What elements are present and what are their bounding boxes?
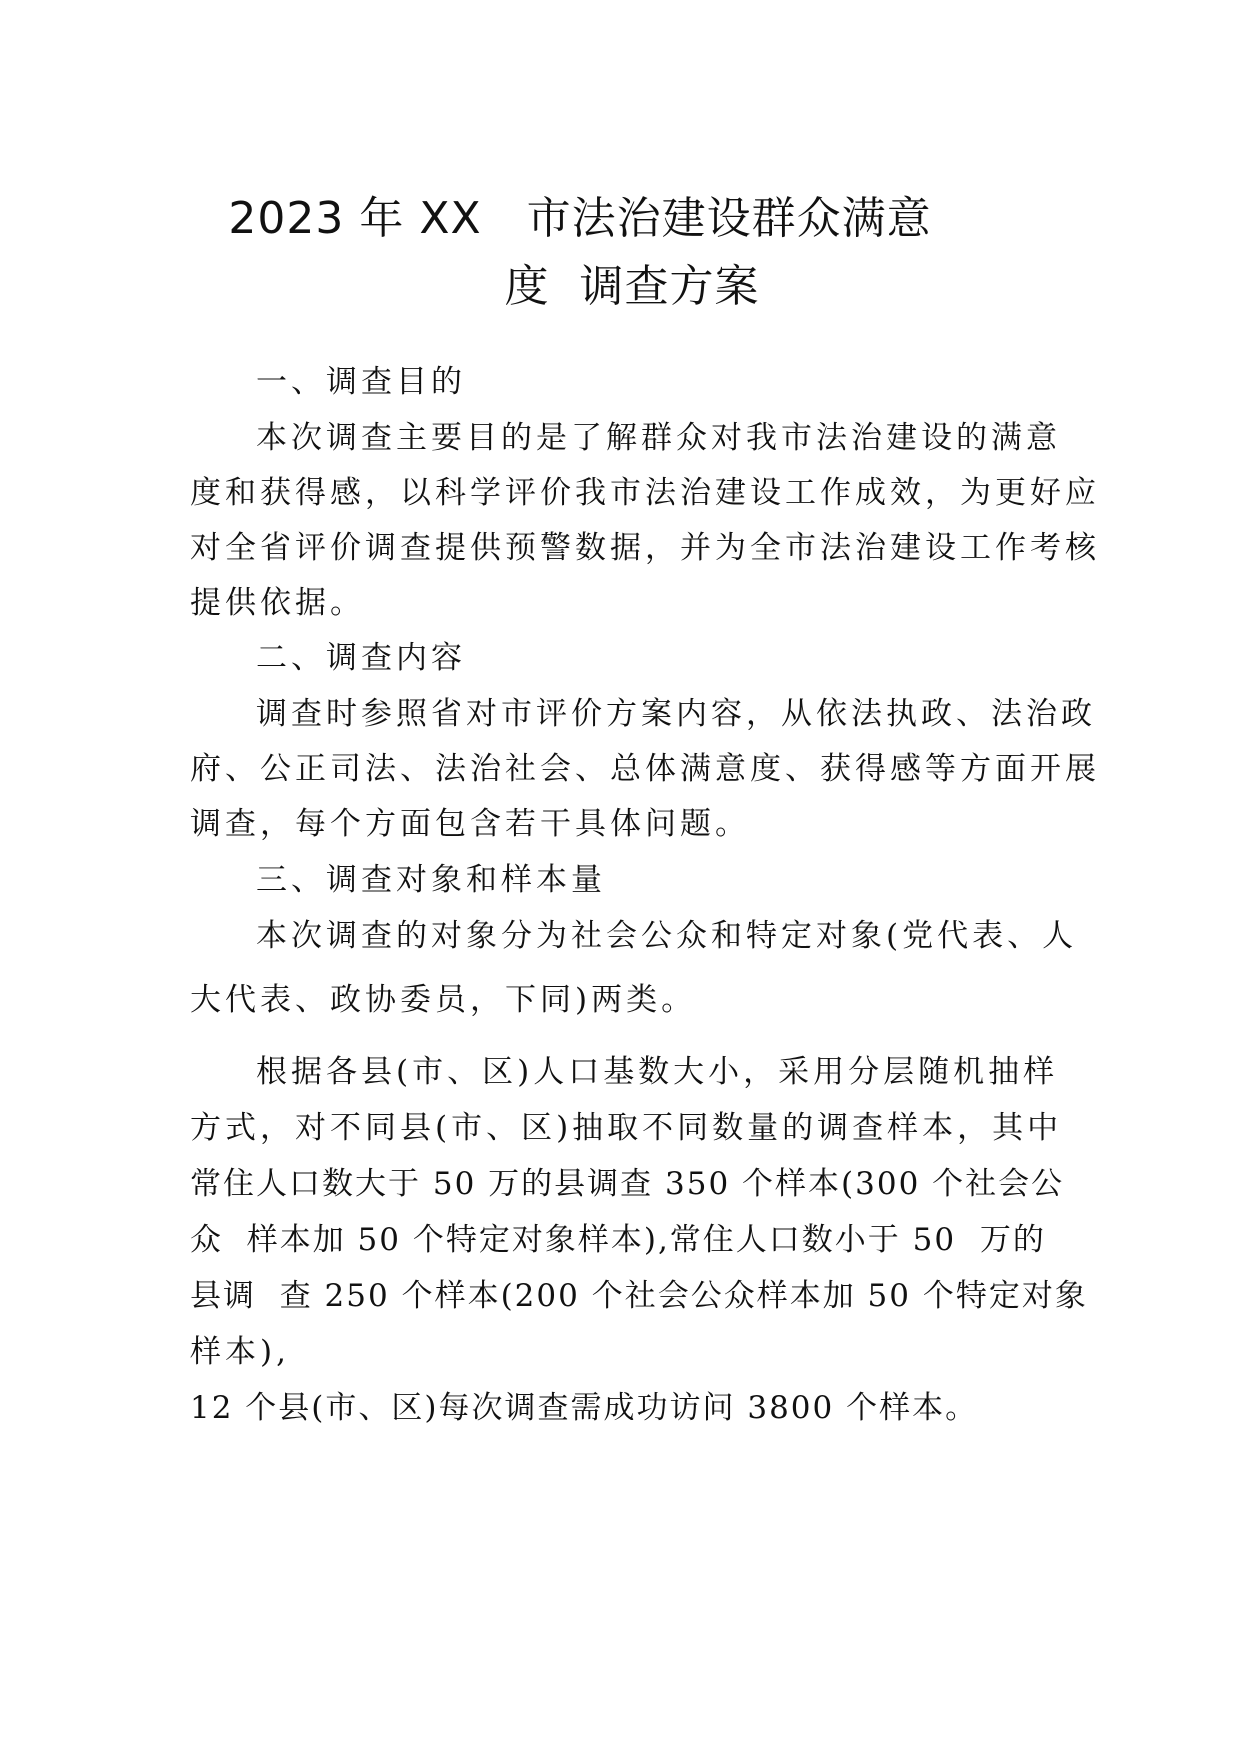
paragraph-line: 常住人口数大于 50 万的县调查 350 个样本(300 个社会公 [190,1166,1065,1202]
paragraph-line: 样本), [190,1334,290,1370]
paragraph-line: 本次调查主要目的是了解群众对我市法治建设的满意 [256,420,1061,456]
paragraph-line: 调查，每个方面包含若干具体问题。 [190,806,750,842]
section-heading-purpose: 一、调查目的 [256,364,466,400]
paragraph-line: 大代表、政协委员，下同)两类。 [190,982,697,1018]
section-heading-subjects: 三、调查对象和样本量 [256,862,606,898]
paragraph-line: 方式，对不同县(市、区)抽取不同数量的调查样本，其中 [190,1110,1063,1146]
paragraph-line: 本次调查的对象分为社会公众和特定对象(党代表、人 [256,918,1078,954]
paragraph-line: 提供依据。 [190,585,365,621]
paragraph-line: 12 个县(市、区)每次调查需成功访问 3800 个样本。 [190,1390,979,1426]
document-title-line-1: 2023 年 XX 市法治建设群众满意 [228,193,932,244]
paragraph-line: 调查时参照省对市评价方案内容，从依法执政、法治政 [256,696,1096,732]
section-heading-content: 二、调查内容 [256,640,466,676]
paragraph-line: 众 样本加 50 个特定对象样本),常住人口数小于 50 万的 [190,1222,1046,1258]
paragraph-line: 县调 查 250 个样本(200 个社会公众样本加 50 个特定对象 [190,1278,1088,1314]
paragraph-line: 度和获得感，以科学评价我市法治建设工作成效，为更好应 [190,475,1100,511]
paragraph-line: 对全省评价调查提供预警数据，并为全市法治建设工作考核 [190,530,1100,566]
paragraph-line: 根据各县(市、区)人口基数大小，采用分层随机抽样 [256,1054,1059,1090]
document-title-line-2: 度 调查方案 [504,261,760,312]
paragraph-line: 府、公正司法、法治社会、总体满意度、获得感等方面开展 [190,751,1100,787]
